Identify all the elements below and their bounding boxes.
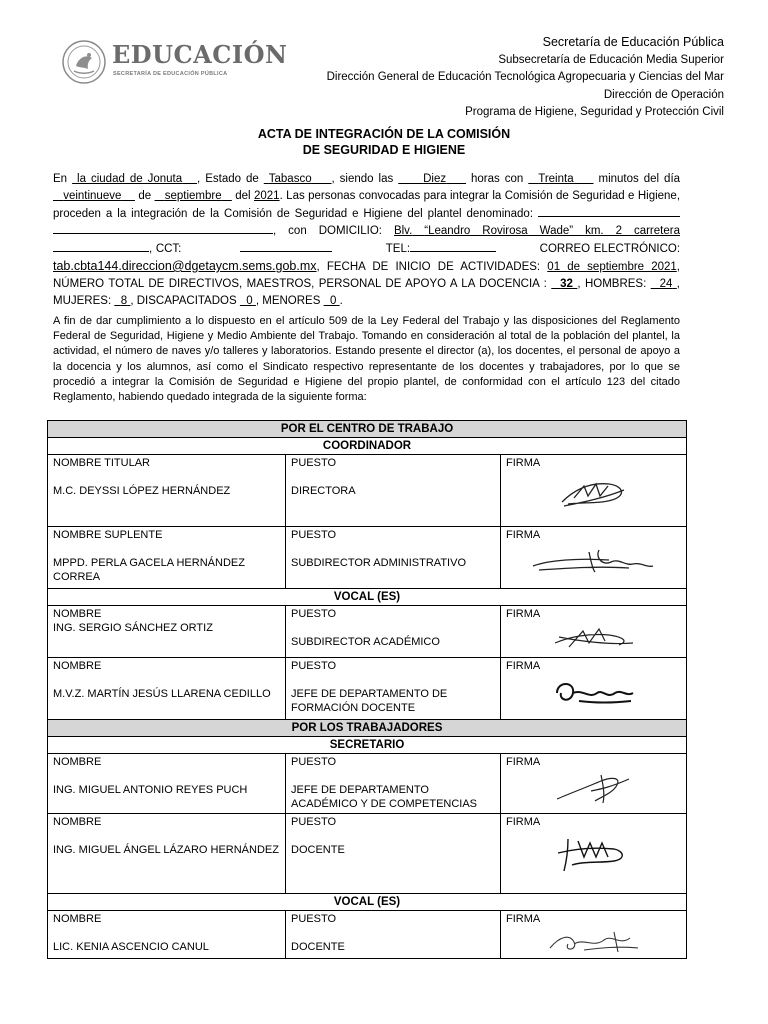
blank-cct [240,240,332,252]
nombre-value: ING. MIGUEL ÁNGEL LÁZARO HERNÁNDEZ [53,844,279,856]
role-header-row [48,894,687,911]
header-line: Secretaría de Educación Pública [542,35,724,49]
blank-plantel [538,205,680,217]
firma-label: FIRMA [506,660,541,672]
field-correo: tab.cbta144.direccion@dgetaycm.sems.gob.mx [53,258,317,273]
field-mujeres: 8 [120,294,128,307]
firma-label: FIRMA [506,529,541,541]
field-discapacitados: 0 [246,294,253,307]
puesto-value: DOCENTE [291,844,345,856]
blank-domicilio [53,240,149,252]
puesto-value: JEFE DE DEPARTAMENTO DE FORMACIÓN DOCENTE [291,688,448,714]
puesto-label: PUESTO [291,660,337,672]
field-dia: veintinueve [63,189,122,202]
text: , CCT: [149,243,182,256]
puesto-label: PUESTO [291,529,337,541]
firma-label: FIRMA [506,756,541,768]
nombre-label: NOMBRE [53,756,102,768]
puesto-label: PUESTO [291,756,337,768]
text: . [339,294,343,307]
cell-firma [501,911,687,959]
logo-subtitle: SECRETARÍA DE EDUCACIÓN PÚBLICA [113,71,228,77]
nombre-value: MPPD. PERLA GACELA HERNÁNDEZ CORREA [53,557,245,583]
header-line: Dirección de Operación [603,88,724,101]
nombre-label: NOMBRE [53,608,102,620]
firma-label: FIRMA [506,457,541,469]
signature-icon [549,623,639,653]
cell-puesto [286,606,501,658]
text: , con DOMICILIO: [273,225,382,238]
nombre-value: M.C. DEYSSI LÓPEZ HERNÁNDEZ [53,485,231,497]
cell-firma [501,527,687,589]
text: del [235,189,251,202]
field-estado: Tabasco [268,173,312,185]
intro-paragraph [53,171,680,309]
section-header-row [48,720,687,737]
text: , MENORES [255,294,321,307]
cell-puesto [286,658,501,720]
cell-firma [501,754,687,814]
cell-firma [501,606,687,658]
field-menores: 0 [330,294,337,307]
role-vocal: VOCAL (ES) [48,894,687,911]
nombre-value: ING. SERGIO SÁNCHEZ ORTIZ [53,622,213,634]
table-row [48,606,687,658]
table-row [48,754,687,814]
cell-nombre [48,455,286,527]
text: . Las personas convocadas para integrar la Comisión de Seguridad e Higiene, proceden a la integración de la Comisión de Seguridad e Higiene del plantel denominado: [53,189,681,220]
puesto-value: SUBDIRECTOR ADMINISTRATIVO [291,557,467,569]
signature-icon [554,472,634,512]
signature-icon [544,928,644,956]
document-title [0,126,768,158]
cell-firma [501,658,687,720]
section-header-row [48,421,687,438]
signature-icon [529,544,659,576]
text: TEL: [385,243,411,256]
section-trabajadores: POR LOS TRABAJADORES [48,720,687,737]
mexican-seal-icon [62,40,106,84]
text: , Estado de [197,173,259,185]
nombre-label: NOMBRE [53,816,102,828]
document-header [327,34,724,122]
text: CORREO ELECTRÓNICO: [539,243,681,256]
blank-tel [410,240,496,252]
nombre-label: NOMBRE SUPLENTE [53,529,163,541]
header-line: Subsecretaría de Educación Media Superior [498,53,724,66]
cell-nombre [48,658,286,720]
cell-nombre [48,606,286,658]
field-lugar: la ciudad de Jonuta [77,173,183,185]
puesto-label: PUESTO [291,608,337,620]
nombre-label: NOMBRE [53,913,102,925]
firma-label: FIRMA [506,608,541,620]
text: , siendo las [331,173,394,185]
nombre-value: ING. MIGUEL ANTONIO REYES PUCH [53,784,248,796]
text: minutos del día [598,173,681,185]
field-horas: Diez [423,173,447,185]
text: horas con [471,173,524,185]
table-row [48,911,687,959]
field-fecha: 01 de septiembre 2021 [547,260,677,273]
signature-icon [549,675,639,709]
field-mes: septiembre [164,189,222,202]
cell-puesto [286,754,501,814]
puesto-value: DOCENTE [291,941,345,953]
header-line: Programa de Higiene, Seguridad y Protección Civil [465,106,724,118]
title-line-2: DE SEGURIDAD E HIGIENE [302,143,466,157]
field-hombres: 24 [659,277,673,290]
puesto-value: JEFE DE DEPARTAMENTO ACADÉMICO Y DE COMPETENCIAS [291,784,478,810]
paragraph-text: A fin de dar cumplimiento a lo dispuesto en el artículo 509 de la Ley Federal del Trabajo y las disposiciones del Reglamento Federal de Seguridad, Higiene y Medio Ambiente del Trabajo. Tomando en consideración al total de la población del plantel, la actividad, el número de naves y/o talleres y laboratorios. Estando presente el director (a), los docentes, el personal de apoyo a la docencia y los alumnos, así como el Sindicato respectivo representante de los docentes y trabajadores, por lo que se procedió a integrar la Comisión de Seguridad e Higiene del propio plantel, de conformidad con el artículo 123 del citado Reglamento, habiendo quedado integrada de la siguiente forma: [53,315,680,404]
signature-icon [554,831,634,875]
nombre-label: NOMBRE [53,660,102,672]
puesto-label: PUESTO [291,913,337,925]
puesto-value: SUBDIRECTOR ACADÉMICO [291,636,440,648]
cell-puesto [286,455,501,527]
role-secretario: SECRETARIO [48,737,687,754]
section-centro-trabajo: POR EL CENTRO DE TRABAJO [48,421,687,438]
role-header-row [48,589,687,606]
cell-nombre [48,814,286,894]
text: , NÚMERO TOTAL DE DIRECTIVOS, MAESTROS, PERSONAL DE APOYO A LA DOCENCIA : [53,260,680,290]
role-header-row [48,737,687,754]
legal-paragraph [53,314,680,405]
firma-label: FIRMA [506,816,541,828]
cell-nombre [48,527,286,589]
puesto-label: PUESTO [291,816,337,828]
nombre-value: M.V.Z. MARTÍN JESÚS LLARENA CEDILLO [53,688,271,700]
text: , DISCAPACITADOS [130,294,237,307]
role-header-row [48,438,687,455]
field-minutos: Treinta [538,173,574,185]
field-domicilio: Blv. “Leandro Rovirosa Wade” km. 2 carretera [393,225,680,238]
table-row [48,658,687,720]
title-line-1: ACTA DE INTEGRACIÓN DE LA COMISIÓN [257,127,511,141]
role-coordinador: COORDINADOR [48,438,687,455]
cell-puesto [286,911,501,959]
signature-icon [551,771,637,805]
nombre-value: LIC. KENIA ASCENCIO CANUL [53,941,209,953]
text: En [53,173,68,185]
puesto-label: PUESTO [291,457,337,469]
cell-firma [501,455,687,527]
field-total: 32 [560,277,573,290]
field-anio: 2021 [254,189,280,202]
text: de [138,189,152,202]
cell-firma [501,814,687,894]
blank-plantel-cont [53,222,273,234]
text: , FECHA DE INICIO DE ACTIVIDADES: [316,260,541,273]
puesto-value: DIRECTORA [291,485,356,497]
commission-table [47,420,687,959]
cell-puesto [286,814,501,894]
logo-wordmark: EDUCACIÓN [112,40,288,69]
cell-nombre [48,911,286,959]
cell-puesto [286,527,501,589]
table-row [48,527,687,589]
header-line: Dirección General de Educación Tecnológica Agropecuaria y Ciencias del Mar [326,71,724,83]
sep-logo [62,38,292,90]
firma-label: FIRMA [506,913,541,925]
cell-nombre [48,754,286,814]
role-vocal: VOCAL (ES) [48,589,687,606]
table-row [48,814,687,894]
text: , MUJERES: [53,277,680,307]
table-row [48,455,687,527]
nombre-label: NOMBRE TITULAR [53,457,150,469]
text: , HOMBRES: [577,277,647,290]
